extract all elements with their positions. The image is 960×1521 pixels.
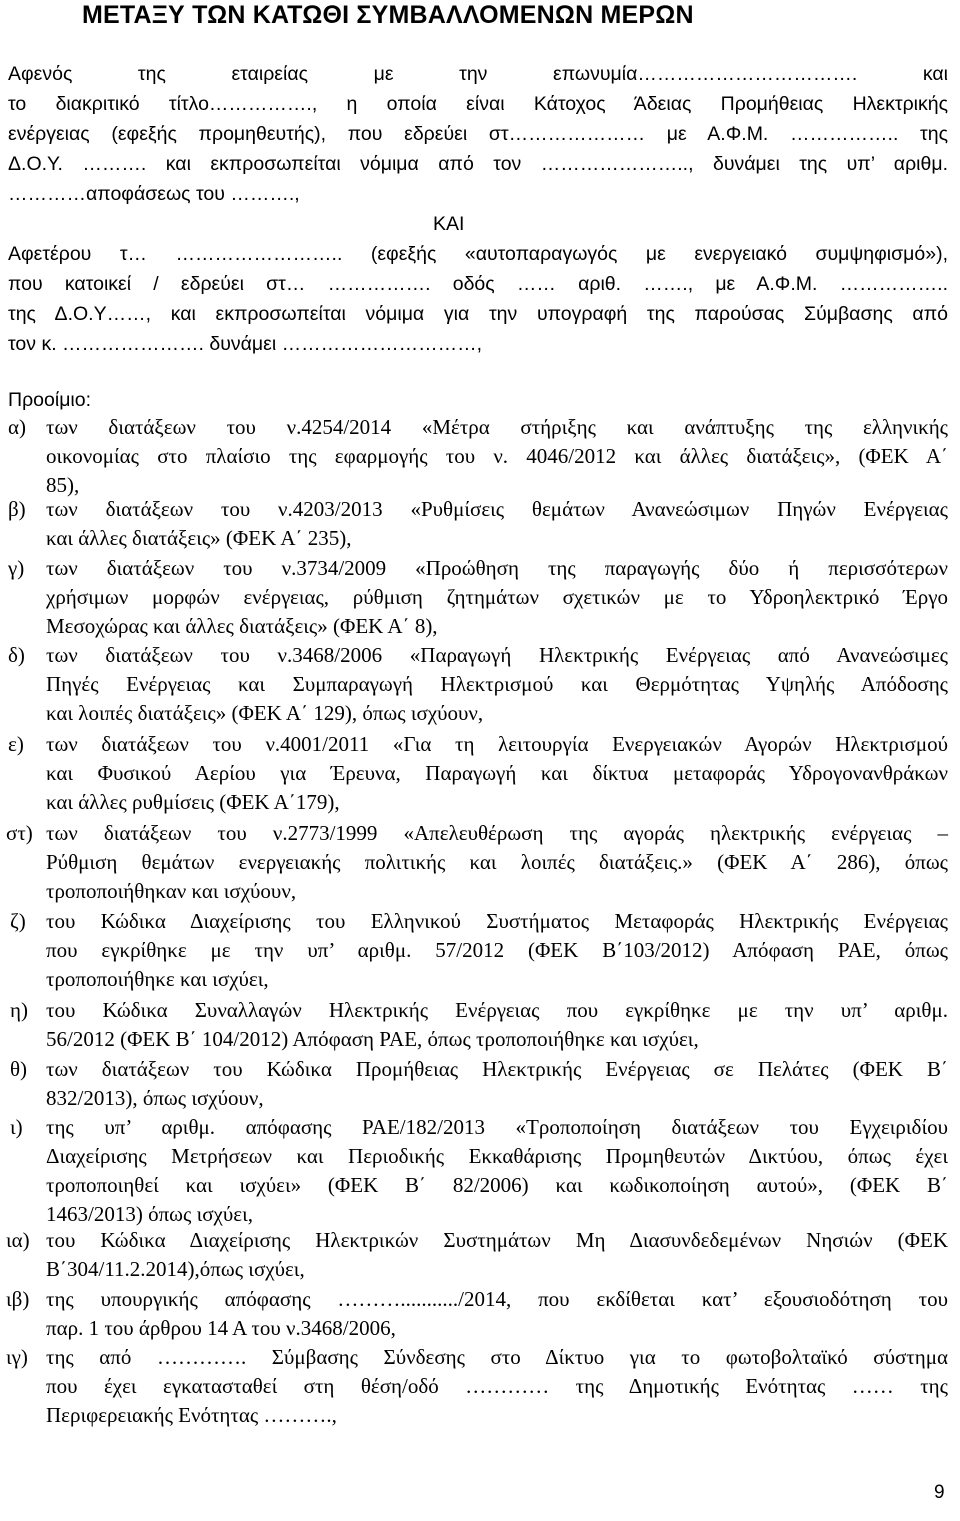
list-item-text-line: Β΄304/11.2.2014),όπως ισχύει, <box>46 1257 305 1281</box>
list-item-text-line: της υπ’ αριθμ. απόφασης ΡΑΕ/182/2013 «Τροποποίηση διατάξεων του Εγχειριδίου <box>46 1115 948 1139</box>
party-a-line-2: το διακριτικό τίτλο……………., η οποία είναι Κάτοχος Άδειας Προμήθειας Ηλεκτρικής <box>8 93 948 115</box>
party-a-line-3: ενέργειας (εφεξής προμηθευτής), που εδρεύει στ………………… με Α.Φ.Μ. …………….. της <box>8 123 948 145</box>
list-item-text-line: της υπουργικής απόφασης ……….........../2014, που εκδίθεται κατ’ εξουσιοδότηση του <box>46 1287 948 1311</box>
list-item-label: θ) <box>10 1057 28 1081</box>
list-item-text-line: της από …………. Σύμβασης Σύνδεσης στο Δίκτυο για το φωτοβολταϊκό σύστημα <box>46 1345 948 1369</box>
list-item-text-line: Περιφερειακής Ενότητας ………., <box>46 1403 337 1427</box>
party-b-line-4: τον κ. …………………. δυνάμει …………………………, <box>8 333 482 355</box>
list-item-text-line: 832/2013), όπως ισχύουν, <box>46 1086 264 1110</box>
list-item-label: ια) <box>6 1228 30 1252</box>
list-item-text-line: οικονομίας στο πλαίσιο της εφαρμογής του ν. 4046/2012 και άλλες διατάξεις», (ΦΕΚ Α΄ <box>46 444 948 468</box>
list-item-text-line: που έχει εγκατασταθεί στη θέση/οδό ………… της Δημοτικής Ενότητας …… της <box>46 1374 948 1398</box>
list-item-text-line: 56/2012 (ΦΕΚ Β΄ 104/2012) Απόφαση ΡΑΕ, όπως τροποποιήθηκε και ισχύει, <box>46 1027 699 1051</box>
list-item-text-line: που εγκρίθηκε με την υπ’ αριθμ. 57/2012 (ΦΕΚ Β΄103/2012) Απόφαση ΡΑΕ, όπως <box>46 938 948 962</box>
list-item-label: ιγ) <box>6 1345 28 1369</box>
list-item-text-line: του Κώδικα Διαχείρισης του Ελληνικού Συστήματος Μεταφοράς Ηλεκτρικής Ενέργειας <box>46 909 948 933</box>
list-item-text-line: και λοιπές διατάξεις» (ΦΕΚ Α΄ 129), όπως ισχύουν, <box>46 701 484 725</box>
party-b-line-1: Αφετέρου τ… …………………….. (εφεξής «αυτοπαραγωγός με ενεργειακό συμψηφισμό»), <box>8 243 948 265</box>
list-item-label: γ) <box>8 556 25 580</box>
list-item-text-line: τροποποιήθηκαν και ισχύουν, <box>46 879 297 903</box>
list-item-text-line: του Κώδικα Συναλλαγών Ηλεκτρικής Ενέργειας που εγκρίθηκε με την υπ’ αριθμ. <box>46 998 948 1022</box>
list-item-text-line: και άλλες ρυθμίσεις (ΦΕΚ Α΄179), <box>46 790 340 814</box>
list-item-text-line: του Κώδικα Διαχείρισης Ηλεκτρικών Συστημάτων Μη Διασυνδεδεμένων Νησιών (ΦΕΚ <box>46 1228 948 1252</box>
list-item-label: στ) <box>6 821 33 845</box>
list-item-label: α) <box>8 415 26 439</box>
list-item-text-line: Πηγές Ενέργειας και Συμπαραγωγή Ηλεκτρισμού και Θερμότητας Υψηλής Απόδοσης <box>46 672 948 696</box>
list-item-text-line: Διαχείρισης Μετρήσεων και Περιοδικής Εκκαθάρισης Προμηθευτών Δικτύου, όπως έχει <box>46 1144 948 1168</box>
list-item-text-line: των διατάξεων του ν.3468/2006 «Παραγωγή Ηλεκτρικής Ενέργειας από Ανανεώσιμες <box>46 643 948 667</box>
preamble-label: Προοίμιο: <box>8 389 92 411</box>
party-a-line-4: Δ.Ο.Υ. ………. και εκπροσωπείται νόμιμα από τον ………………….., δυνάμει της υπ’ αριθμ. <box>8 153 948 175</box>
page-number: 9 <box>934 1482 945 1503</box>
list-item-label: ε) <box>8 732 24 756</box>
party-a-line-5: …………αποφάσεως του ………., <box>8 183 300 205</box>
list-item-label: ζ) <box>10 909 26 933</box>
list-item-label: β) <box>8 497 26 521</box>
list-item-text-line: 85), <box>46 473 80 497</box>
list-item-text-line: των διατάξεων του ν.3734/2009 «Προώθηση της παραγωγής δύο ή περισσότερων <box>46 556 948 580</box>
list-item-text-line: Ρύθμιση θεμάτων ενεργειακής πολιτικής και λοιπές διατάξεις.» (ΦΕΚ Α΄ 286), όπως <box>46 850 948 874</box>
list-item-text-line: τροποποιηθεί και ισχύει» (ΦΕΚ Β΄ 82/2006) και κωδικοποίηση αυτού», (ΦΕΚ Β΄ <box>46 1173 948 1197</box>
list-item-label: ι) <box>10 1115 23 1139</box>
list-item-text-line: 1463/2013) όπως ισχύει, <box>46 1202 253 1226</box>
list-item-text-line: των διατάξεων του ν.4254/2014 «Μέτρα στήριξης και ανάπτυξης της ελληνικής <box>46 415 948 439</box>
party-b-line-2: που κατοικεί / εδρεύει στ… ……………. οδός …… αριθ. ……., με Α.Φ.Μ. …………….. <box>8 273 948 295</box>
list-item-label: η) <box>10 998 28 1022</box>
party-b-line-3: της Δ.Ο.Υ……, και εκπροσωπείται νόμιμα για την υπογραφή της παρούσας Σύμβασης από <box>8 303 948 325</box>
list-item-text-line: των διατάξεων του ν.4203/2013 «Ρυθμίσεις θεμάτων Ανανεώσιμων Πηγών Ενέργειας <box>46 497 948 521</box>
list-item-text-line: παρ. 1 του άρθρου 14 Α του ν.3468/2006, <box>46 1316 396 1340</box>
party-a-line-1: Αφενός της εταιρείας με την επωνυμία……………………………. και <box>8 63 948 85</box>
list-item-label: ιβ) <box>6 1287 30 1311</box>
list-item-text-line: Μεσοχώρας και άλλες διατάξεις» (ΦΕΚ Α΄ 8), <box>46 614 438 638</box>
list-item-text-line: των διατάξεων του ν.4001/2011 «Για τη λειτουργία Ενεργειακών Αγορών Ηλεκτρισμού <box>46 732 948 756</box>
list-item-text-line: των διατάξεων του Κώδικα Προμήθειας Ηλεκτρικής Ενέργειας σε Πελάτες (ΦΕΚ Β΄ <box>46 1057 948 1081</box>
list-item-label: δ) <box>8 643 25 667</box>
list-item-text-line: και Φυσικού Αερίου για Έρευνα, Παραγωγή και δίκτυα μεταφοράς Υδρογονανθράκων <box>46 761 948 785</box>
list-item-text-line: των διατάξεων του ν.2773/1999 «Απελευθέρωση της αγοράς ηλεκτρικής ενέργειας – <box>46 821 948 845</box>
list-item-text-line: τροποποιήθηκε και ισχύει, <box>46 967 269 991</box>
list-item-text-line: και άλλες διατάξεις» (ΦΕΚ Α΄ 235), <box>46 526 352 550</box>
and-separator: ΚΑΙ <box>433 213 465 235</box>
page-title: ΜΕΤΑΞΥ ΤΩΝ ΚΑΤΩΘΙ ΣΥΜΒΑΛΛΟΜΕΝΩΝ ΜΕΡΩΝ <box>82 1 694 29</box>
list-item-text-line: χρήσιμων μορφών ενέργειας, ρύθμιση ζητημάτων σχετικών με το Υδροηλεκτρικό Έργο <box>46 585 948 609</box>
